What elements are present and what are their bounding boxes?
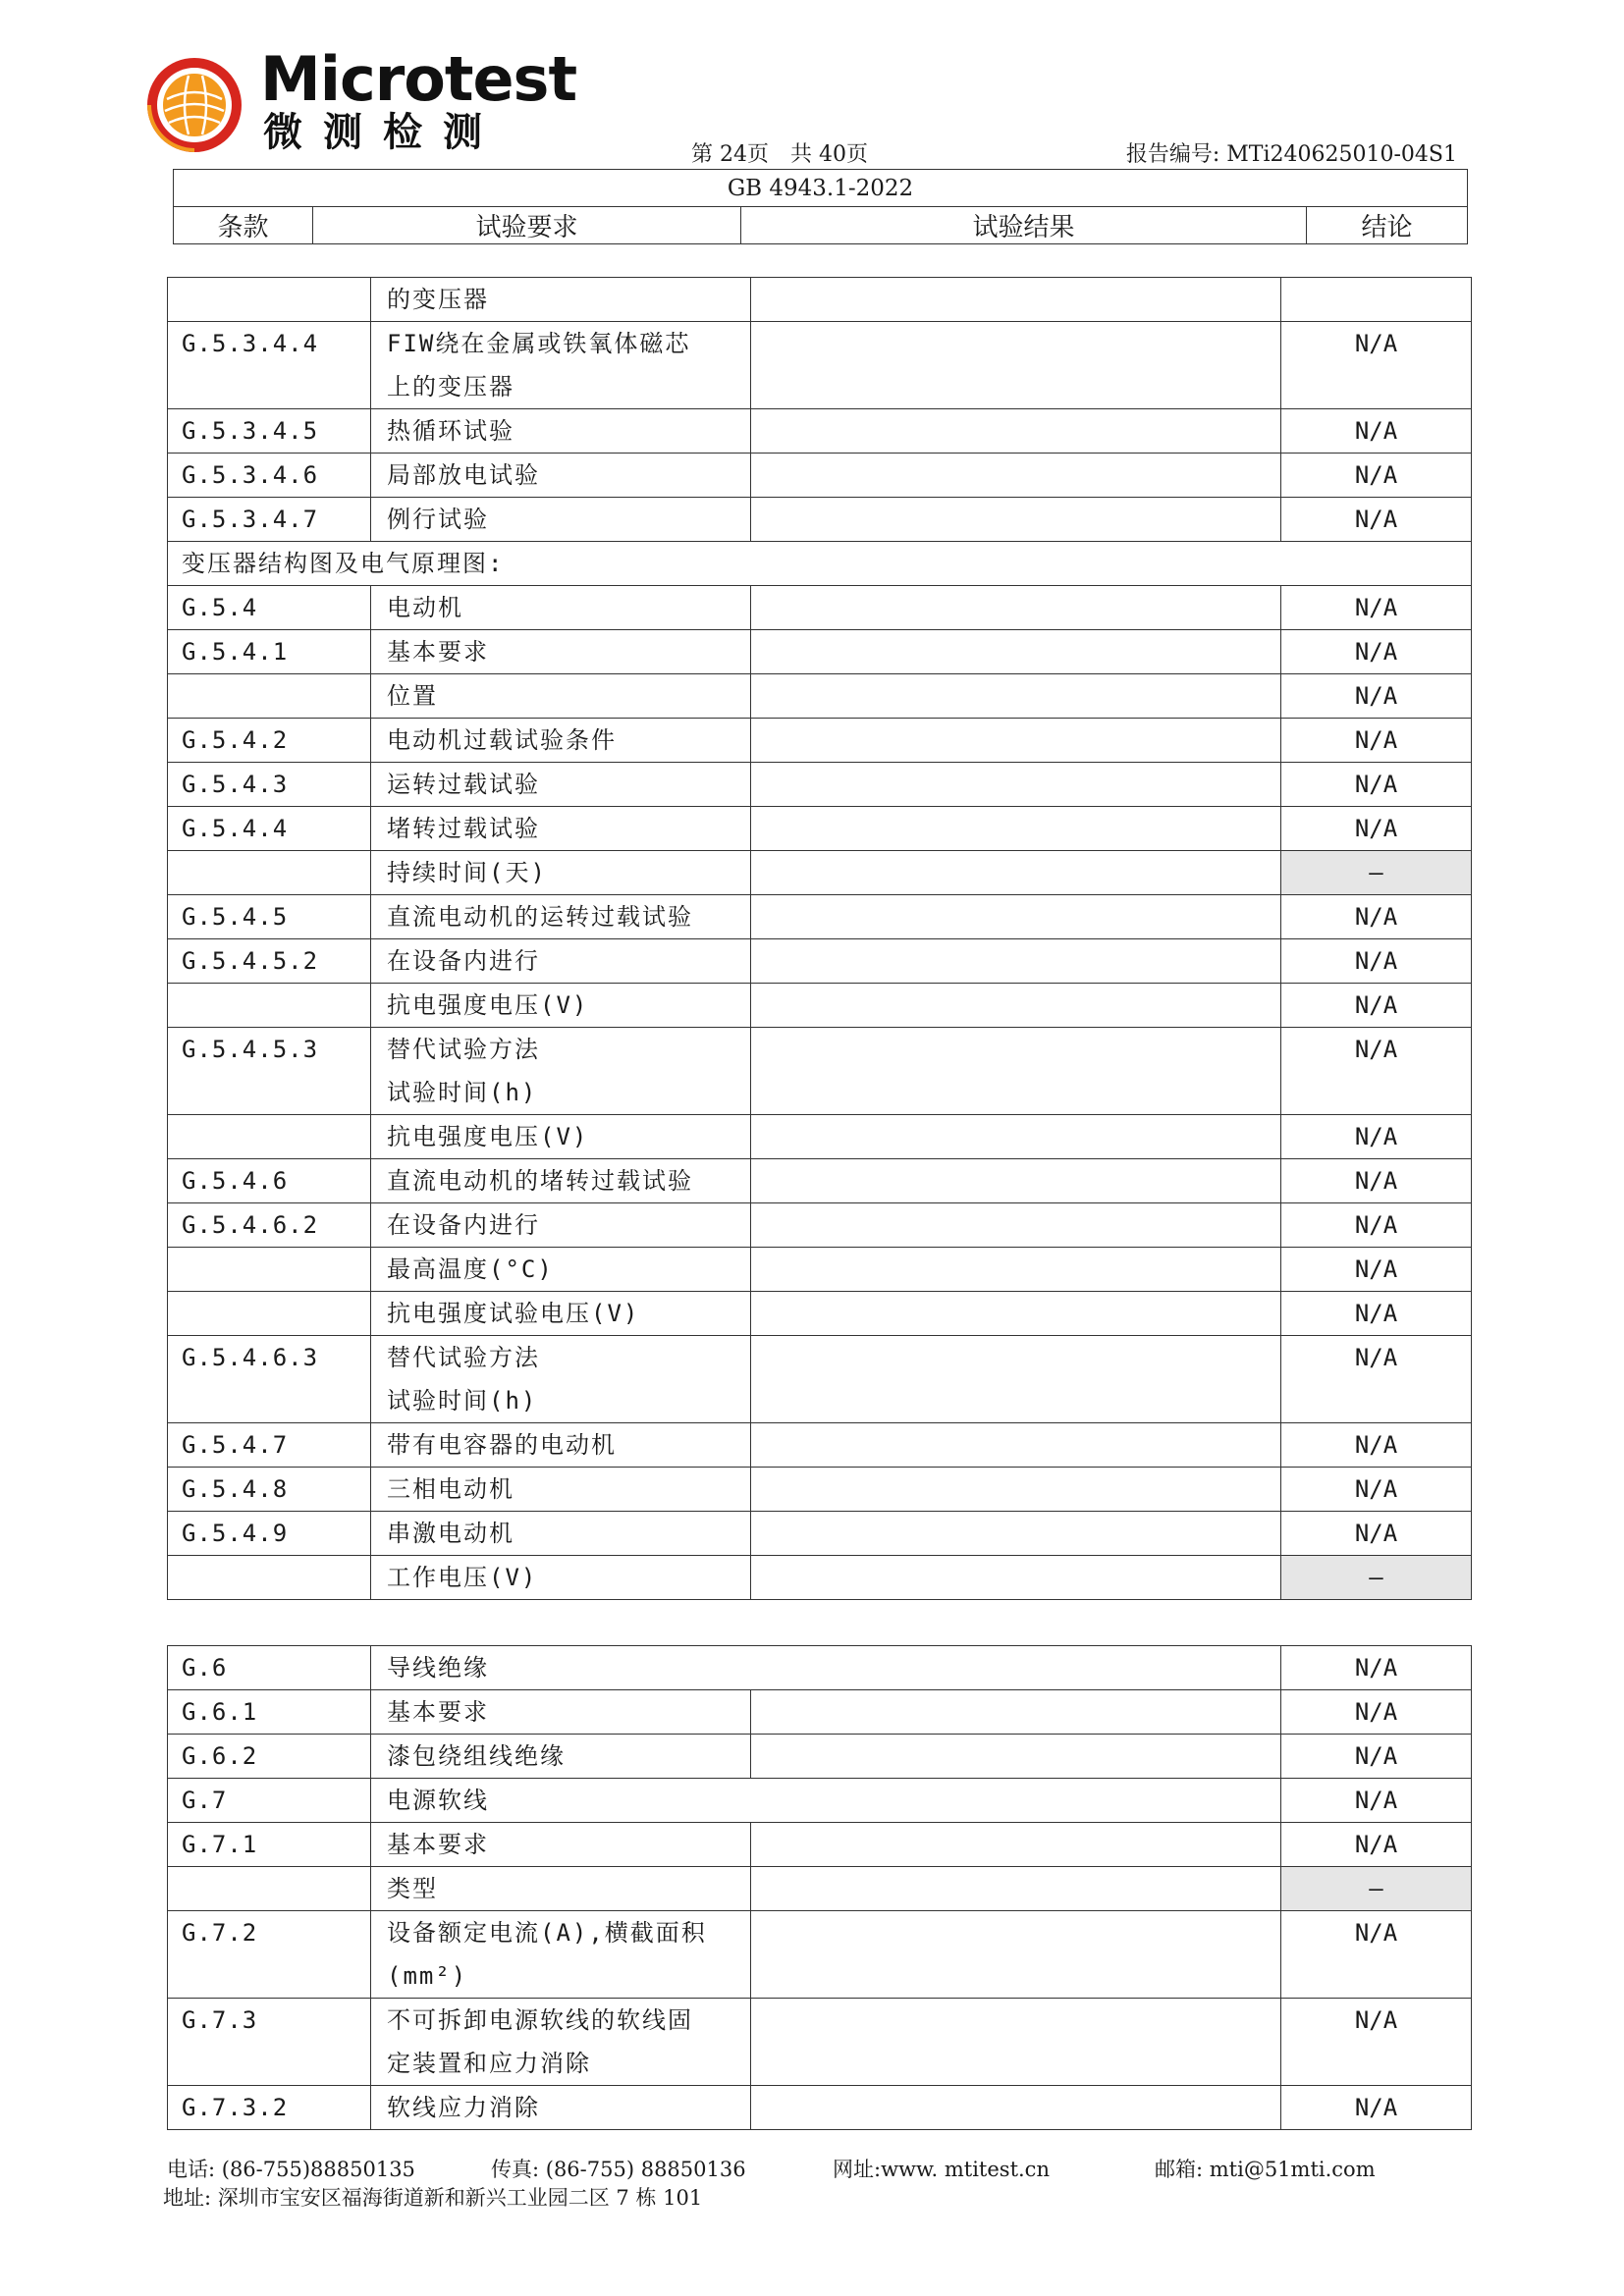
verdict-cell: N/A	[1281, 1911, 1472, 1999]
result-cell	[751, 1423, 1281, 1468]
verdict-cell: N/A	[1281, 1115, 1472, 1159]
table-row	[168, 939, 1472, 984]
requirement-text: 基本要求	[387, 1831, 489, 1858]
table-row	[168, 1556, 1472, 1600]
table-row	[168, 984, 1472, 1028]
requirement-text: 直流电动机的运转过载试验	[387, 903, 693, 931]
requirement-text: 持续时间(天)	[387, 859, 547, 886]
table-row	[168, 322, 1472, 409]
clause-cell	[168, 1556, 371, 1600]
requirement-cell	[371, 939, 751, 984]
clause-cell: G.5.4.2	[168, 719, 371, 763]
requirement-text-line2: 上的变压器	[387, 373, 514, 400]
clause-cell: G.5.4.5	[168, 895, 371, 939]
requirement-cell	[371, 1423, 751, 1468]
result-cell	[751, 1867, 1281, 1911]
clause-cell: G.7.2	[168, 1911, 371, 1999]
result-cell	[751, 851, 1281, 895]
clause-cell: G.5.4.6.2	[168, 1203, 371, 1248]
column-header-result: 试验结果	[741, 207, 1307, 244]
result-cell	[751, 1203, 1281, 1248]
clause-cell: G.6.1	[168, 1690, 371, 1735]
clause-cell: G.5.4.9	[168, 1512, 371, 1556]
result-cell	[751, 1292, 1281, 1336]
requirement-text-line2: (mm²)	[387, 1962, 468, 1990]
table-row	[168, 895, 1472, 939]
table-row	[168, 409, 1472, 454]
verdict-cell: N/A	[1281, 1823, 1472, 1867]
clause-cell	[168, 1867, 371, 1911]
requirement-cell	[371, 851, 751, 895]
requirement-text: FIW绕在金属或铁氧体磁芯	[387, 330, 691, 357]
result-cell	[751, 454, 1281, 498]
requirement-cell	[371, 1779, 1281, 1823]
clause-cell: G.5.4.7	[168, 1423, 371, 1468]
verdict-cell	[1281, 278, 1472, 322]
result-cell	[751, 278, 1281, 322]
requirement-cell	[371, 984, 751, 1028]
result-cell	[751, 498, 1281, 542]
clause-cell: G.5.4.4	[168, 807, 371, 851]
requirement-cell	[371, 1735, 751, 1779]
clause-cell	[168, 1248, 371, 1292]
clause-cell: G.5.3.4.4	[168, 322, 371, 409]
clause-cell: G.5.4.6	[168, 1159, 371, 1203]
requirement-cell	[371, 278, 751, 322]
requirement-text: 工作电压(V)	[387, 1564, 538, 1591]
requirement-cell	[371, 1646, 1281, 1690]
table-row	[168, 674, 1472, 719]
clause-cell: G.5.4	[168, 586, 371, 630]
result-cell	[751, 322, 1281, 409]
clause-cell: G.7.1	[168, 1823, 371, 1867]
result-cell	[751, 1159, 1281, 1203]
requirement-cell	[371, 586, 751, 630]
result-cell	[751, 1690, 1281, 1735]
requirement-cell	[371, 1911, 751, 1999]
requirement-cell	[371, 1556, 751, 1600]
clause-cell: G.7.3	[168, 1999, 371, 2086]
requirement-cell	[371, 1248, 751, 1292]
result-cell	[751, 1248, 1281, 1292]
requirement-cell	[371, 1115, 751, 1159]
header-table	[173, 169, 1468, 244]
table-row	[168, 1735, 1472, 1779]
clause-cell: G.6	[168, 1646, 371, 1690]
table-row	[168, 1468, 1472, 1512]
requirement-text: 在设备内进行	[387, 1211, 540, 1239]
table-row	[168, 630, 1472, 674]
requirement-text: 漆包绕组线绝缘	[387, 1742, 566, 1770]
result-cell	[751, 630, 1281, 674]
requirement-text: 抗电强度电压(V)	[387, 1123, 589, 1150]
requirement-text: 替代试验方法	[387, 1344, 540, 1371]
footer-fax: 传真: (86-755) 88850136	[491, 2158, 746, 2181]
verdict-cell: N/A	[1281, 322, 1472, 409]
requirement-cell	[371, 322, 751, 409]
requirement-text: 抗电强度电压(V)	[387, 991, 589, 1019]
clause-cell	[168, 674, 371, 719]
requirement-cell	[371, 1690, 751, 1735]
clause-cell: G.5.4.1	[168, 630, 371, 674]
result-cell	[751, 1911, 1281, 1999]
clause-cell: G.5.4.5.2	[168, 939, 371, 984]
result-cell	[751, 984, 1281, 1028]
clause-cell: G.7.3.2	[168, 2086, 371, 2130]
requirement-text: 的变压器	[387, 286, 489, 313]
test-table-2	[167, 1645, 1472, 2130]
verdict-cell: —	[1281, 1867, 1472, 1911]
requirement-cell	[371, 498, 751, 542]
table-row	[168, 1646, 1472, 1690]
table-row	[168, 851, 1472, 895]
test-table-1	[167, 277, 1472, 1600]
verdict-cell: N/A	[1281, 1779, 1472, 1823]
table-row	[168, 1292, 1472, 1336]
requirement-text: 基本要求	[387, 638, 489, 666]
clause-cell	[168, 1292, 371, 1336]
requirement-text: 局部放电试验	[387, 461, 540, 489]
result-cell	[751, 1512, 1281, 1556]
requirement-cell	[371, 1823, 751, 1867]
requirement-cell	[371, 719, 751, 763]
verdict-cell: N/A	[1281, 454, 1472, 498]
requirement-cell	[371, 674, 751, 719]
requirement-text: 类型	[387, 1875, 438, 1902]
requirement-cell	[371, 409, 751, 454]
table-row	[168, 498, 1472, 542]
requirement-cell	[371, 763, 751, 807]
result-cell	[751, 586, 1281, 630]
result-cell	[751, 1336, 1281, 1423]
verdict-cell: N/A	[1281, 763, 1472, 807]
clause-cell	[168, 1115, 371, 1159]
column-header-clause: 条款	[174, 207, 313, 244]
table-row	[168, 1823, 1472, 1867]
table-row	[168, 1248, 1472, 1292]
clause-cell: G.5.4.5.3	[168, 1028, 371, 1115]
table-row	[168, 1999, 1472, 2086]
table-row	[168, 2086, 1472, 2130]
column-header-requirement: 试验要求	[313, 207, 741, 244]
requirement-cell	[371, 1867, 751, 1911]
requirement-text: 软线应力消除	[387, 2094, 540, 2121]
result-cell	[751, 719, 1281, 763]
requirement-cell	[371, 1292, 751, 1336]
verdict-cell: N/A	[1281, 586, 1472, 630]
verdict-cell: N/A	[1281, 1735, 1472, 1779]
requirement-cell	[371, 630, 751, 674]
requirement-text: 导线绝缘	[387, 1654, 489, 1682]
section-label: 变压器结构图及电气原理图:	[168, 542, 1472, 586]
verdict-cell: N/A	[1281, 984, 1472, 1028]
requirement-cell	[371, 807, 751, 851]
verdict-cell: N/A	[1281, 1292, 1472, 1336]
table-row	[168, 542, 1472, 586]
requirement-cell	[371, 1999, 751, 2086]
clause-cell: G.6.2	[168, 1735, 371, 1779]
requirement-text: 堵转过载试验	[387, 815, 540, 842]
verdict-cell: N/A	[1281, 939, 1472, 984]
requirement-text: 运转过载试验	[387, 771, 540, 798]
verdict-cell: N/A	[1281, 1336, 1472, 1423]
table-row	[168, 586, 1472, 630]
verdict-cell: N/A	[1281, 1512, 1472, 1556]
table-row	[168, 1336, 1472, 1423]
table-row	[168, 278, 1472, 322]
table-row	[168, 1867, 1472, 1911]
result-cell	[751, 1823, 1281, 1867]
clause-cell: G.5.4.8	[168, 1468, 371, 1512]
verdict-cell: N/A	[1281, 498, 1472, 542]
requirement-cell	[371, 2086, 751, 2130]
verdict-cell: N/A	[1281, 1159, 1472, 1203]
footer-phone: 电话: (86-755)88850135	[167, 2158, 415, 2181]
requirement-text: 设备额定电流(A),横截面积	[387, 1919, 707, 1947]
column-header-verdict: 结论	[1307, 207, 1468, 244]
requirement-cell	[371, 1159, 751, 1203]
requirement-text: 电动机过载试验条件	[387, 726, 617, 754]
requirement-text: 串激电动机	[387, 1520, 514, 1547]
requirement-text-line2: 试验时间(h)	[387, 1387, 538, 1415]
table-row	[168, 454, 1472, 498]
result-cell	[751, 1556, 1281, 1600]
clause-cell: G.5.4.3	[168, 763, 371, 807]
requirement-text: 热循环试验	[387, 417, 514, 445]
table-row	[168, 1028, 1472, 1115]
result-cell	[751, 2086, 1281, 2130]
verdict-cell: N/A	[1281, 1028, 1472, 1115]
requirement-text: 电动机	[387, 594, 463, 621]
verdict-cell: N/A	[1281, 895, 1472, 939]
table-row	[168, 1159, 1472, 1203]
result-cell	[751, 939, 1281, 984]
verdict-cell: N/A	[1281, 1248, 1472, 1292]
verdict-cell: —	[1281, 851, 1472, 895]
brand-name-cn: 微测检测	[263, 110, 503, 155]
requirement-text: 位置	[387, 682, 438, 710]
footer-website: 网址:www. mtitest.cn	[833, 2158, 1050, 2181]
requirement-cell	[371, 1336, 751, 1423]
table-row	[168, 1423, 1472, 1468]
requirement-cell	[371, 454, 751, 498]
requirement-cell	[371, 1468, 751, 1512]
clause-cell: G.5.3.4.6	[168, 454, 371, 498]
clause-cell: G.5.4.6.3	[168, 1336, 371, 1423]
report-number: 报告编号: MTi240625010-04S1	[1125, 142, 1457, 167]
requirement-cell	[371, 895, 751, 939]
verdict-cell: N/A	[1281, 630, 1472, 674]
requirement-cell	[371, 1203, 751, 1248]
brand-name: Microtest	[260, 43, 577, 115]
table-row	[168, 1203, 1472, 1248]
footer-address: 地址: 深圳市宝安区福海街道新和新兴工业园二区 7 栋 101	[163, 2186, 703, 2210]
verdict-cell: N/A	[1281, 1646, 1472, 1690]
verdict-cell: N/A	[1281, 1690, 1472, 1735]
result-cell	[751, 895, 1281, 939]
verdict-cell: N/A	[1281, 719, 1472, 763]
clause-cell	[168, 278, 371, 322]
microtest-logo	[145, 56, 244, 154]
result-cell	[751, 1115, 1281, 1159]
requirement-text: 直流电动机的堵转过载试验	[387, 1167, 693, 1195]
table-row	[168, 807, 1472, 851]
requirement-text: 基本要求	[387, 1698, 489, 1726]
result-cell	[751, 409, 1281, 454]
requirement-text: 替代试验方法	[387, 1036, 540, 1063]
result-cell	[751, 1028, 1281, 1115]
result-cell	[751, 1468, 1281, 1512]
clause-cell	[168, 851, 371, 895]
result-cell	[751, 1999, 1281, 2086]
requirement-cell	[371, 1028, 751, 1115]
clause-cell: G.5.3.4.5	[168, 409, 371, 454]
result-cell	[751, 807, 1281, 851]
verdict-cell: N/A	[1281, 1203, 1472, 1248]
requirement-text: 电源软线	[387, 1787, 489, 1814]
verdict-cell: N/A	[1281, 1999, 1472, 2086]
result-cell	[751, 1735, 1281, 1779]
result-cell	[751, 674, 1281, 719]
requirement-text: 最高温度(°C)	[387, 1255, 554, 1283]
table-row	[168, 1779, 1472, 1823]
table-row	[168, 763, 1472, 807]
clause-cell: G.7	[168, 1779, 371, 1823]
verdict-cell: N/A	[1281, 2086, 1472, 2130]
clause-cell: G.5.3.4.7	[168, 498, 371, 542]
footer-email: 邮箱: mti@51mti.com	[1155, 2158, 1376, 2181]
clause-cell	[168, 984, 371, 1028]
verdict-cell: N/A	[1281, 1423, 1472, 1468]
requirement-text-line2: 定装置和应力消除	[387, 2050, 591, 2077]
verdict-cell: N/A	[1281, 674, 1472, 719]
result-cell	[751, 763, 1281, 807]
verdict-cell: N/A	[1281, 807, 1472, 851]
table-row	[168, 1690, 1472, 1735]
requirement-text: 例行试验	[387, 506, 489, 533]
requirement-text: 在设备内进行	[387, 947, 540, 975]
table-row	[168, 1115, 1472, 1159]
verdict-cell: —	[1281, 1556, 1472, 1600]
table-row	[168, 1911, 1472, 1999]
requirement-text: 抗电强度试验电压(V)	[387, 1300, 640, 1327]
requirement-text: 带有电容器的电动机	[387, 1431, 617, 1459]
verdict-cell: N/A	[1281, 409, 1472, 454]
requirement-text: 三相电动机	[387, 1475, 514, 1503]
table-row	[168, 1512, 1472, 1556]
standard-title: GB 4943.1-2022	[174, 170, 1468, 207]
page-number: 第 24页 共 40页	[691, 142, 868, 167]
requirement-cell	[371, 1512, 751, 1556]
table-row	[168, 719, 1472, 763]
verdict-cell: N/A	[1281, 1468, 1472, 1512]
requirement-text-line2: 试验时间(h)	[387, 1079, 538, 1106]
requirement-text: 不可拆卸电源软线的软线固	[387, 2006, 693, 2034]
